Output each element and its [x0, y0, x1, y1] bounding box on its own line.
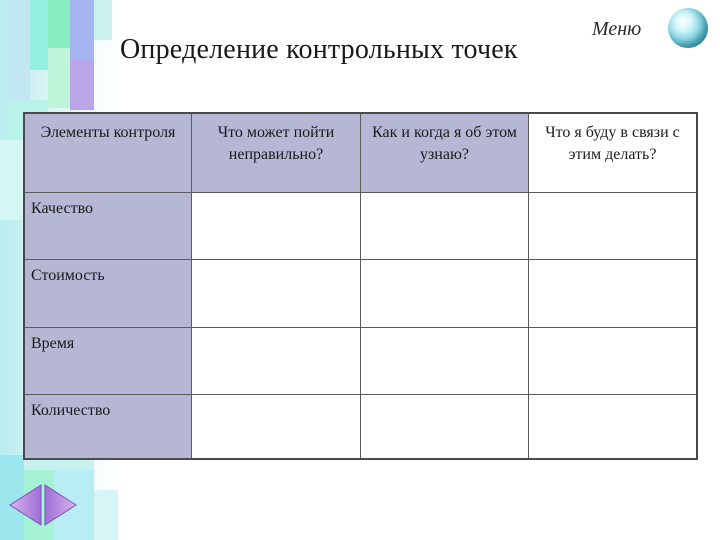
row-label-cost: Стоимость: [25, 260, 192, 328]
table-cell[interactable]: [529, 395, 696, 458]
row-label-time: Время: [25, 328, 192, 395]
column-header-control-elements: Элементы контроля: [25, 114, 192, 193]
menu-link[interactable]: Меню: [592, 18, 642, 40]
table-cell[interactable]: [361, 260, 529, 328]
arrow-left-icon[interactable]: [8, 483, 42, 527]
globe-icon[interactable]: [668, 8, 708, 48]
arrow-right-icon[interactable]: [44, 483, 78, 527]
column-header-what-can-go-wrong: Что может пойти неправильно?: [192, 114, 361, 193]
column-header-how-will-i-know: Как и когда я об этом узнаю?: [361, 114, 529, 193]
page-title: Определение контрольных точек: [120, 34, 518, 65]
table-cell[interactable]: [529, 328, 696, 395]
column-header-what-will-i-do: Что я буду в связи с этим делать?: [529, 114, 696, 193]
table-cell[interactable]: [361, 395, 529, 458]
table-cell[interactable]: [529, 260, 696, 328]
control-points-table: [23, 112, 698, 460]
table-cell[interactable]: [361, 328, 529, 395]
table-cell[interactable]: [192, 395, 361, 458]
table-cell[interactable]: [361, 193, 529, 260]
table-cell[interactable]: [192, 328, 361, 395]
row-label-quantity: Количество: [25, 395, 192, 458]
row-label-quality: Качество: [25, 193, 192, 260]
table-cell[interactable]: [529, 193, 696, 260]
table-cell[interactable]: [192, 260, 361, 328]
table-cell[interactable]: [192, 193, 361, 260]
